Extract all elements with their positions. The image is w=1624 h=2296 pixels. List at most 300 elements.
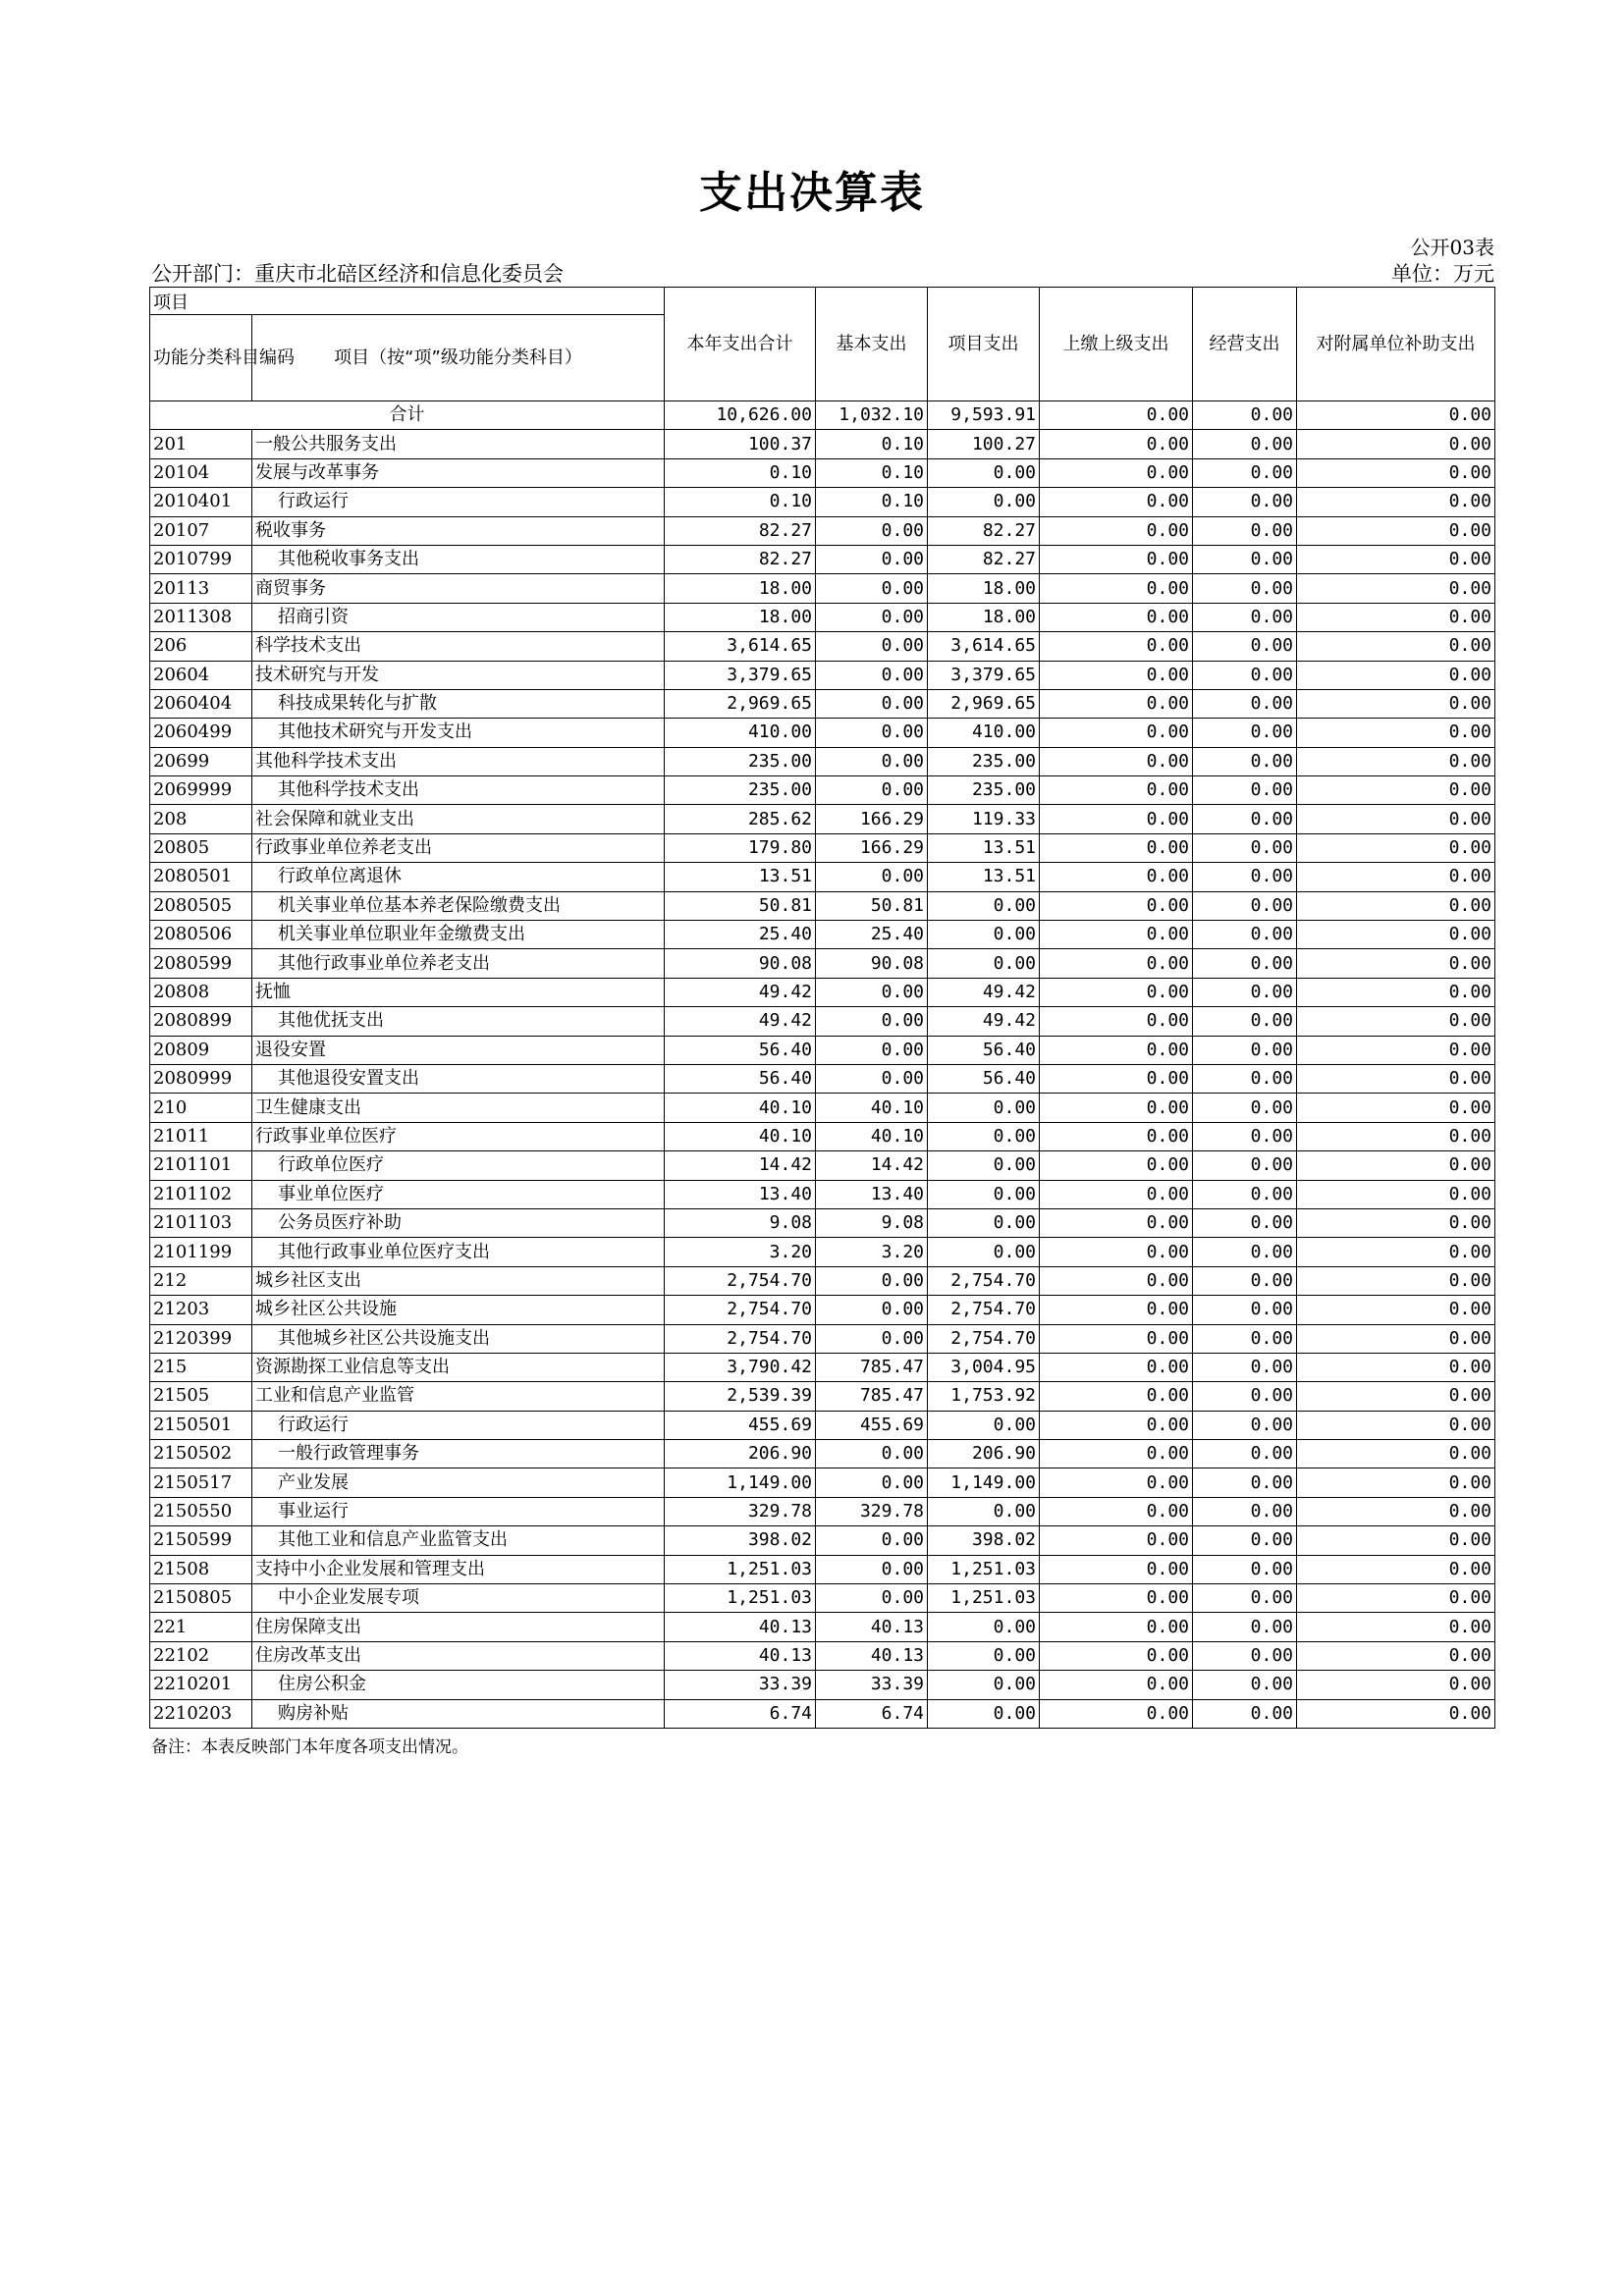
row-value: 0.00 — [1040, 1353, 1193, 1381]
table-row — [150, 1671, 1495, 1699]
row-value: 0.00 — [1040, 1699, 1193, 1728]
row-value: 1,251.03 — [928, 1555, 1040, 1583]
row-value: 0.00 — [1297, 1382, 1495, 1411]
row-code: 21011 — [150, 1122, 252, 1150]
row-value: 0.00 — [1297, 1007, 1495, 1036]
table-row — [150, 1266, 1495, 1295]
row-value: 235.00 — [928, 776, 1040, 805]
row-value: 0.00 — [1297, 689, 1495, 718]
row-value: 0.00 — [928, 1094, 1040, 1122]
row-value: 3,004.95 — [928, 1353, 1040, 1381]
row-value: 0.00 — [816, 1036, 928, 1064]
row-value: 0.00 — [1193, 1526, 1297, 1555]
header-subsidy: 对附属单位补助支出 — [1297, 288, 1495, 401]
row-value: 455.69 — [816, 1411, 928, 1439]
row-name: 其他科学技术支出 — [252, 776, 665, 805]
table-row — [150, 949, 1495, 978]
unit-label: 单位：万元 — [1391, 262, 1494, 286]
row-value: 0.00 — [1297, 488, 1495, 516]
row-value: 0.00 — [1297, 1094, 1495, 1122]
row-value: 0.00 — [928, 1122, 1040, 1150]
row-value: 0.00 — [1297, 1064, 1495, 1093]
row-value: 0.00 — [1040, 516, 1193, 545]
row-value: 50.81 — [816, 891, 928, 920]
row-value: 0.00 — [1040, 661, 1193, 689]
row-value: 0.00 — [816, 1584, 928, 1613]
row-value: 329.78 — [816, 1497, 928, 1525]
row-code: 2080999 — [150, 1064, 252, 1093]
row-value: 56.40 — [665, 1036, 816, 1064]
row-code: 22102 — [150, 1641, 252, 1670]
row-code: 2150501 — [150, 1411, 252, 1439]
row-value: 0.00 — [816, 689, 928, 718]
row-value: 398.02 — [928, 1526, 1040, 1555]
row-value: 0.00 — [816, 1440, 928, 1468]
row-value: 0.00 — [1193, 1064, 1297, 1093]
row-code: 2101199 — [150, 1238, 252, 1266]
row-value: 0.00 — [1193, 1094, 1297, 1122]
header-project-exp: 项目支出 — [928, 288, 1040, 401]
row-name: 卫生健康支出 — [252, 1094, 665, 1122]
row-name: 商贸事务 — [252, 574, 665, 603]
row-value: 179.80 — [665, 833, 816, 862]
row-value: 166.29 — [816, 805, 928, 833]
row-value: 0.00 — [816, 1324, 928, 1353]
row-value: 0.00 — [816, 603, 928, 631]
row-code: 21203 — [150, 1296, 252, 1324]
row-value: 82.27 — [665, 516, 816, 545]
row-value: 3,614.65 — [928, 632, 1040, 661]
table-row — [150, 719, 1495, 747]
row-value: 0.00 — [1297, 458, 1495, 487]
row-value: 0.10 — [816, 458, 928, 487]
table-row — [150, 1699, 1495, 1728]
row-value: 0.10 — [816, 488, 928, 516]
row-value: 0.00 — [1297, 603, 1495, 631]
row-value: 0.00 — [1297, 949, 1495, 978]
row-value: 1,753.92 — [928, 1382, 1040, 1411]
row-value: 0.00 — [1297, 1238, 1495, 1266]
table-row — [150, 1411, 1495, 1439]
row-value: 0.00 — [1297, 719, 1495, 747]
row-value: 0.00 — [816, 1266, 928, 1295]
table-row — [150, 776, 1495, 805]
row-value: 0.00 — [1297, 1440, 1495, 1468]
row-value: 2,754.70 — [665, 1324, 816, 1353]
row-value: 90.08 — [665, 949, 816, 978]
row-value: 3.20 — [816, 1238, 928, 1266]
row-value: 0.00 — [1040, 632, 1193, 661]
row-value: 49.42 — [928, 1007, 1040, 1036]
table-row — [150, 1641, 1495, 1670]
row-value: 0.00 — [1193, 921, 1297, 949]
row-name: 科学技术支出 — [252, 632, 665, 661]
row-code: 21505 — [150, 1382, 252, 1411]
row-name: 其他城乡社区公共设施支出 — [252, 1324, 665, 1353]
row-value: 235.00 — [665, 747, 816, 775]
row-value: 0.00 — [816, 1296, 928, 1324]
row-value: 0.00 — [928, 949, 1040, 978]
row-name: 退役安置 — [252, 1036, 665, 1064]
row-value: 0.00 — [1040, 833, 1193, 862]
table-row — [150, 1208, 1495, 1237]
row-name: 城乡社区支出 — [252, 1266, 665, 1295]
row-value: 56.40 — [928, 1036, 1040, 1064]
row-value: 206.90 — [928, 1440, 1040, 1468]
row-code: 2011308 — [150, 603, 252, 631]
row-value: 0.00 — [1193, 1440, 1297, 1468]
row-value: 0.00 — [816, 1526, 928, 1555]
row-value: 0.00 — [1040, 603, 1193, 631]
table-row — [150, 1094, 1495, 1122]
row-value: 285.62 — [665, 805, 816, 833]
row-value: 0.00 — [1193, 1584, 1297, 1613]
row-code: 2080506 — [150, 921, 252, 949]
row-name: 其他科学技术支出 — [252, 747, 665, 775]
row-value: 0.00 — [928, 1151, 1040, 1180]
row-name: 税收事务 — [252, 516, 665, 545]
row-value: 0.00 — [1193, 1266, 1297, 1295]
row-name: 行政事业单位养老支出 — [252, 833, 665, 862]
total-value: 0.00 — [1040, 401, 1193, 430]
row-name: 资源勘探工业信息等支出 — [252, 1353, 665, 1381]
row-value: 50.81 — [665, 891, 816, 920]
row-value: 0.00 — [1040, 689, 1193, 718]
row-value: 0.00 — [928, 1180, 1040, 1208]
row-value: 3.20 — [665, 1238, 816, 1266]
table-row — [150, 1526, 1495, 1555]
row-code: 20699 — [150, 747, 252, 775]
department-label: 公开部门：重庆市北碚区经济和信息化委员会 — [151, 262, 564, 286]
row-code: 21508 — [150, 1555, 252, 1583]
row-value: 0.00 — [1297, 1497, 1495, 1525]
row-name: 住房保障支出 — [252, 1613, 665, 1641]
table-row — [150, 545, 1495, 573]
row-name: 事业单位医疗 — [252, 1180, 665, 1208]
row-name: 行政运行 — [252, 488, 665, 516]
table-row — [150, 603, 1495, 631]
row-value: 82.27 — [665, 545, 816, 573]
row-value: 0.00 — [928, 1641, 1040, 1670]
row-value: 6.74 — [816, 1699, 928, 1728]
row-name: 招商引资 — [252, 603, 665, 631]
row-value: 0.00 — [928, 1208, 1040, 1237]
row-value: 9.08 — [816, 1208, 928, 1237]
row-value: 0.10 — [665, 458, 816, 487]
row-value: 2,754.70 — [928, 1324, 1040, 1353]
row-value: 0.00 — [816, 1468, 928, 1497]
row-value: 0.00 — [816, 1007, 928, 1036]
row-value: 1,251.03 — [928, 1584, 1040, 1613]
row-value: 0.00 — [1040, 949, 1193, 978]
table-row — [150, 488, 1495, 516]
row-value: 0.00 — [1193, 805, 1297, 833]
row-code: 221 — [150, 1613, 252, 1641]
row-value: 0.00 — [1040, 1411, 1193, 1439]
table-row — [150, 1584, 1495, 1613]
row-name: 城乡社区公共设施 — [252, 1296, 665, 1324]
row-name: 行政事业单位医疗 — [252, 1122, 665, 1150]
row-value: 0.00 — [1193, 1122, 1297, 1150]
row-value: 0.00 — [1297, 1180, 1495, 1208]
row-value: 2,969.65 — [665, 689, 816, 718]
row-value: 0.00 — [816, 545, 928, 573]
row-code: 210 — [150, 1094, 252, 1122]
row-value: 3,790.42 — [665, 1353, 816, 1381]
row-value: 13.40 — [665, 1180, 816, 1208]
row-value: 0.00 — [1040, 747, 1193, 775]
row-value: 0.00 — [1040, 488, 1193, 516]
row-code: 2150599 — [150, 1526, 252, 1555]
table-row — [150, 1122, 1495, 1150]
row-code: 201 — [150, 430, 252, 458]
row-value: 0.00 — [1040, 1266, 1193, 1295]
table-row — [150, 458, 1495, 487]
row-code: 20809 — [150, 1036, 252, 1064]
row-code: 2101102 — [150, 1180, 252, 1208]
row-value: 40.13 — [665, 1613, 816, 1641]
row-code: 2060499 — [150, 719, 252, 747]
row-value: 0.00 — [1297, 863, 1495, 891]
row-value: 0.00 — [1193, 949, 1297, 978]
row-value: 2,754.70 — [928, 1266, 1040, 1295]
row-value: 2,754.70 — [928, 1296, 1040, 1324]
table-row — [150, 1238, 1495, 1266]
row-value: 0.00 — [1297, 1036, 1495, 1064]
row-name: 行政运行 — [252, 1411, 665, 1439]
row-value: 33.39 — [816, 1671, 928, 1699]
row-value: 0.00 — [1297, 1468, 1495, 1497]
row-value: 40.10 — [665, 1122, 816, 1150]
row-value: 0.00 — [1193, 1641, 1297, 1670]
row-value: 0.00 — [1297, 1151, 1495, 1180]
row-value: 0.00 — [1040, 805, 1193, 833]
row-code: 2150805 — [150, 1584, 252, 1613]
row-code: 20604 — [150, 661, 252, 689]
row-code: 2101101 — [150, 1151, 252, 1180]
row-value: 49.42 — [928, 978, 1040, 1006]
row-value: 0.00 — [816, 776, 928, 805]
row-value: 0.00 — [1193, 863, 1297, 891]
row-value: 1,149.00 — [665, 1468, 816, 1497]
table-row — [150, 863, 1495, 891]
row-value: 0.00 — [1040, 1671, 1193, 1699]
row-value: 0.00 — [1297, 978, 1495, 1006]
table-row — [150, 1613, 1495, 1641]
table-row — [150, 978, 1495, 1006]
row-value: 25.40 — [665, 921, 816, 949]
expenditure-table — [149, 287, 1495, 1729]
table-row — [150, 632, 1495, 661]
row-value: 0.00 — [1297, 833, 1495, 862]
row-value: 0.00 — [1040, 1324, 1193, 1353]
row-value: 0.00 — [1040, 891, 1193, 920]
row-name: 一般公共服务支出 — [252, 430, 665, 458]
table-row — [150, 1180, 1495, 1208]
row-code: 206 — [150, 632, 252, 661]
row-value: 0.00 — [1040, 1613, 1193, 1641]
row-value: 166.29 — [816, 833, 928, 862]
row-value: 0.00 — [1297, 574, 1495, 603]
row-code: 2010799 — [150, 545, 252, 573]
total-value: 0.00 — [1297, 401, 1495, 430]
row-value: 40.13 — [665, 1641, 816, 1670]
row-value: 0.00 — [1193, 689, 1297, 718]
row-value: 410.00 — [928, 719, 1040, 747]
row-value: 0.00 — [1297, 1353, 1495, 1381]
row-value: 0.00 — [1297, 430, 1495, 458]
table-row — [150, 747, 1495, 775]
row-value: 0.00 — [816, 978, 928, 1006]
row-code: 2080899 — [150, 1007, 252, 1036]
row-value: 0.00 — [1297, 1641, 1495, 1670]
row-value: 2,969.65 — [928, 689, 1040, 718]
row-value: 0.00 — [1297, 921, 1495, 949]
row-value: 0.00 — [1193, 1353, 1297, 1381]
row-code: 2210201 — [150, 1671, 252, 1699]
row-name: 公务员医疗补助 — [252, 1208, 665, 1237]
row-value: 56.40 — [665, 1064, 816, 1093]
row-value: 2,754.70 — [665, 1266, 816, 1295]
row-value: 13.51 — [928, 833, 1040, 862]
row-value: 2,539.39 — [665, 1382, 816, 1411]
row-value: 0.00 — [1297, 1613, 1495, 1641]
row-code: 2150550 — [150, 1497, 252, 1525]
row-value: 0.00 — [1193, 1555, 1297, 1583]
row-value: 0.10 — [665, 488, 816, 516]
row-value: 0.00 — [1040, 1151, 1193, 1180]
table-row — [150, 1555, 1495, 1583]
row-value: 18.00 — [665, 574, 816, 603]
row-value: 82.27 — [928, 516, 1040, 545]
row-value: 0.00 — [816, 632, 928, 661]
table-row — [150, 1497, 1495, 1525]
header-basic: 基本支出 — [816, 288, 928, 401]
row-value: 13.51 — [665, 863, 816, 891]
row-value: 206.90 — [665, 1440, 816, 1468]
row-value: 0.00 — [816, 1064, 928, 1093]
row-name: 支持中小企业发展和管理支出 — [252, 1555, 665, 1583]
row-value: 1,149.00 — [928, 1468, 1040, 1497]
row-value: 0.00 — [1193, 458, 1297, 487]
row-name: 机关事业单位基本养老保险缴费支出 — [252, 891, 665, 920]
table-row — [150, 1036, 1495, 1064]
header-business: 经营支出 — [1193, 288, 1297, 401]
row-value: 100.37 — [665, 430, 816, 458]
row-code: 2101103 — [150, 1208, 252, 1237]
row-value: 0.00 — [1040, 1036, 1193, 1064]
row-code: 2080599 — [150, 949, 252, 978]
row-code: 215 — [150, 1353, 252, 1381]
row-code: 20808 — [150, 978, 252, 1006]
row-value: 785.47 — [816, 1382, 928, 1411]
row-value: 0.00 — [1297, 747, 1495, 775]
table-row — [150, 891, 1495, 920]
row-value: 0.00 — [1193, 574, 1297, 603]
row-value: 0.00 — [1040, 719, 1193, 747]
header-upper: 上缴上级支出 — [1040, 288, 1193, 401]
row-name: 住房公积金 — [252, 1671, 665, 1699]
row-value: 0.00 — [1297, 1671, 1495, 1699]
row-value: 0.00 — [1040, 1584, 1193, 1613]
row-value: 0.00 — [1193, 1238, 1297, 1266]
row-value: 13.40 — [816, 1180, 928, 1208]
row-value: 0.00 — [1297, 1208, 1495, 1237]
row-value: 0.00 — [1040, 776, 1193, 805]
row-value: 90.08 — [816, 949, 928, 978]
row-value: 0.00 — [928, 1411, 1040, 1439]
row-value: 40.10 — [665, 1094, 816, 1122]
row-value: 0.00 — [1193, 891, 1297, 920]
row-value: 0.00 — [928, 1699, 1040, 1728]
total-label: 合计 — [150, 401, 665, 430]
row-value: 82.27 — [928, 545, 1040, 573]
row-code: 20107 — [150, 516, 252, 545]
row-value: 0.00 — [1040, 430, 1193, 458]
row-value: 18.00 — [928, 574, 1040, 603]
table-row — [150, 574, 1495, 603]
row-value: 40.10 — [816, 1094, 928, 1122]
row-value: 3,379.65 — [665, 661, 816, 689]
row-value: 0.00 — [1193, 1468, 1297, 1497]
row-value: 13.51 — [928, 863, 1040, 891]
row-value: 0.00 — [1040, 1526, 1193, 1555]
row-name: 其他工业和信息产业监管支出 — [252, 1526, 665, 1555]
row-value: 3,614.65 — [665, 632, 816, 661]
row-value: 0.00 — [1193, 747, 1297, 775]
row-value: 0.00 — [1040, 1208, 1193, 1237]
row-value: 0.00 — [928, 921, 1040, 949]
row-value: 0.00 — [1193, 1180, 1297, 1208]
row-value: 0.00 — [816, 1555, 928, 1583]
row-value: 0.00 — [1193, 978, 1297, 1006]
row-value: 0.00 — [1297, 661, 1495, 689]
row-value: 0.00 — [1297, 1526, 1495, 1555]
row-value: 0.00 — [1193, 1411, 1297, 1439]
header-total: 本年支出合计 — [665, 288, 816, 401]
row-value: 0.00 — [1040, 1094, 1193, 1122]
row-value: 0.00 — [928, 488, 1040, 516]
row-value: 18.00 — [928, 603, 1040, 631]
row-value: 40.13 — [816, 1641, 928, 1670]
row-value: 0.00 — [1193, 719, 1297, 747]
row-value: 0.00 — [1040, 1497, 1193, 1525]
row-value: 0.00 — [1297, 632, 1495, 661]
table-row — [150, 1296, 1495, 1324]
row-name: 住房改革支出 — [252, 1641, 665, 1670]
table-row — [150, 805, 1495, 833]
row-value: 0.00 — [1193, 661, 1297, 689]
total-value: 1,032.10 — [816, 401, 928, 430]
row-name: 行政单位离退休 — [252, 863, 665, 891]
footnote: 备注：本表反映部门本年度各项支出情况。 — [151, 1737, 468, 1757]
row-value: 785.47 — [816, 1353, 928, 1381]
row-value: 18.00 — [665, 603, 816, 631]
row-value: 6.74 — [665, 1699, 816, 1728]
row-value: 0.00 — [1297, 545, 1495, 573]
table-row — [150, 921, 1495, 949]
row-value: 0.00 — [816, 661, 928, 689]
total-value: 0.00 — [1193, 401, 1297, 430]
total-row — [150, 401, 1495, 430]
row-value: 0.00 — [1040, 1238, 1193, 1266]
table-row — [150, 1007, 1495, 1036]
row-value: 49.42 — [665, 1007, 816, 1036]
row-value: 0.00 — [1193, 1296, 1297, 1324]
row-value: 0.00 — [816, 863, 928, 891]
row-name: 事业运行 — [252, 1497, 665, 1525]
row-value: 33.39 — [665, 1671, 816, 1699]
